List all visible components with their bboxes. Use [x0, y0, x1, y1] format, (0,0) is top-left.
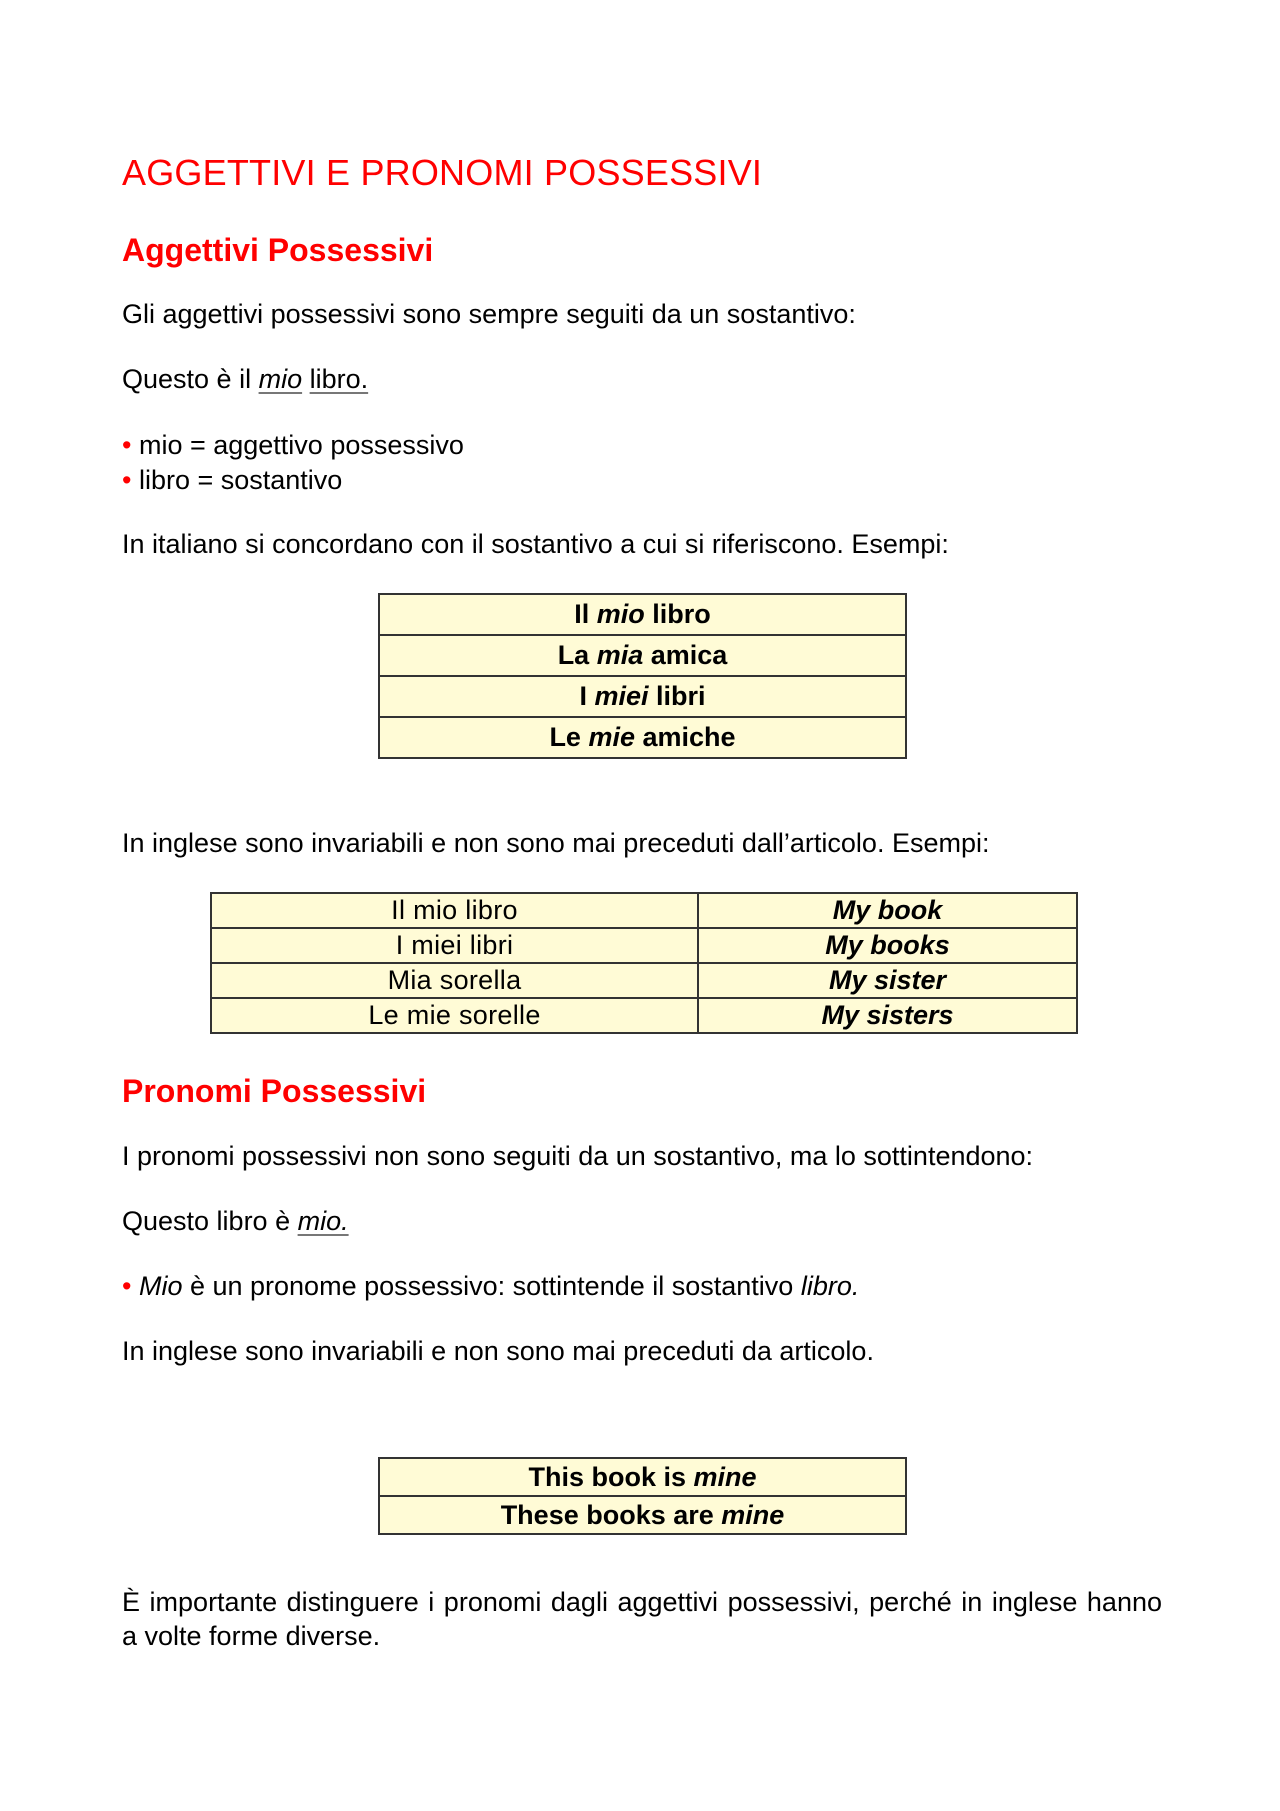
italian-cell: I miei libri: [211, 928, 698, 963]
table-row: [379, 676, 906, 717]
table-row: [379, 1458, 906, 1496]
example-prefix: Questo libro è: [122, 1206, 298, 1236]
italian-cell: Mia sorella: [211, 963, 698, 998]
example-space: [302, 364, 310, 394]
table-cell: La mia amica: [379, 635, 906, 676]
bullet-em-mio: Mio: [131, 1271, 183, 1301]
bullet-text: mio = aggettivo possessivo: [131, 430, 464, 460]
table-row: [379, 635, 906, 676]
bullet-item-mio: [122, 428, 464, 462]
table-cell: This book is mine: [379, 1458, 906, 1496]
example-prefix: Questo è il: [122, 364, 259, 394]
bullet-item-pronome: [122, 1269, 859, 1303]
pronoun-example-table: [378, 1457, 907, 1535]
english-invariable-text: In inglese sono invariabili e non sono mai preceduti dall’articolo. Esempi:: [122, 828, 990, 858]
pronomi-intro: I pronomi possessivi non sono seguiti da un sostantivo, ma lo sottintendono:: [122, 1141, 1034, 1171]
bullet-icon: •: [122, 465, 132, 495]
table-row: [211, 928, 1077, 963]
table-cell: Le mie amiche: [379, 717, 906, 758]
bullet-text: è un pronome possessivo: sottintende il sostantivo: [182, 1271, 801, 1301]
bullet-icon: •: [122, 1271, 132, 1301]
section-heading-pronomi: Pronomi Possessivi: [122, 1073, 427, 1109]
example-word-libro: libro.: [309, 364, 369, 394]
table-row: [379, 1496, 906, 1534]
english-cell: My sister: [698, 963, 1077, 998]
english-cell: My book: [698, 893, 1077, 928]
bullet-em-libro: libro.: [800, 1271, 860, 1301]
pronomi-english-text: In inglese sono invariabili e non sono mai preceduti da articolo.: [122, 1336, 874, 1366]
table-row: [379, 594, 906, 635]
bullet-item-libro: [122, 463, 342, 497]
translation-table: [210, 892, 1078, 1034]
bullet-text: libro = sostantivo: [131, 465, 343, 495]
agreement-text: In italiano si concordano con il sostantivo a cui si riferiscono. Esempi:: [122, 529, 949, 559]
page-title: AGGETTIVI E PRONOMI POSSESSIVI: [122, 152, 763, 193]
example-word-mio: mio.: [297, 1206, 349, 1236]
pronomi-example: [122, 1204, 349, 1238]
aggettivi-intro: Gli aggettivi possessivi sono sempre seguiti da un sostantivo:: [122, 299, 856, 329]
table-row: [211, 893, 1077, 928]
section-heading-aggettivi: Aggettivi Possessivi: [122, 232, 434, 268]
example-word-mio: mio: [258, 364, 303, 394]
bullet-icon: •: [122, 430, 132, 460]
table-cell: Il mio libro: [379, 594, 906, 635]
italian-agreement-table: [378, 593, 907, 759]
table-cell: These books are mine: [379, 1496, 906, 1534]
english-cell: My sisters: [698, 998, 1077, 1033]
table-row: [211, 998, 1077, 1033]
closing-paragraph: È importante distinguere i pronomi dagli aggettivi possessivi, perché in inglese hanno a volte forme diverse.: [122, 1587, 1162, 1651]
table-row: [211, 963, 1077, 998]
english-cell: My books: [698, 928, 1077, 963]
table-row: [379, 717, 906, 758]
aggettivi-example: [122, 362, 368, 396]
italian-cell: Le mie sorelle: [211, 998, 698, 1033]
italian-cell: Il mio libro: [211, 893, 698, 928]
table-cell: I miei libri: [379, 676, 906, 717]
